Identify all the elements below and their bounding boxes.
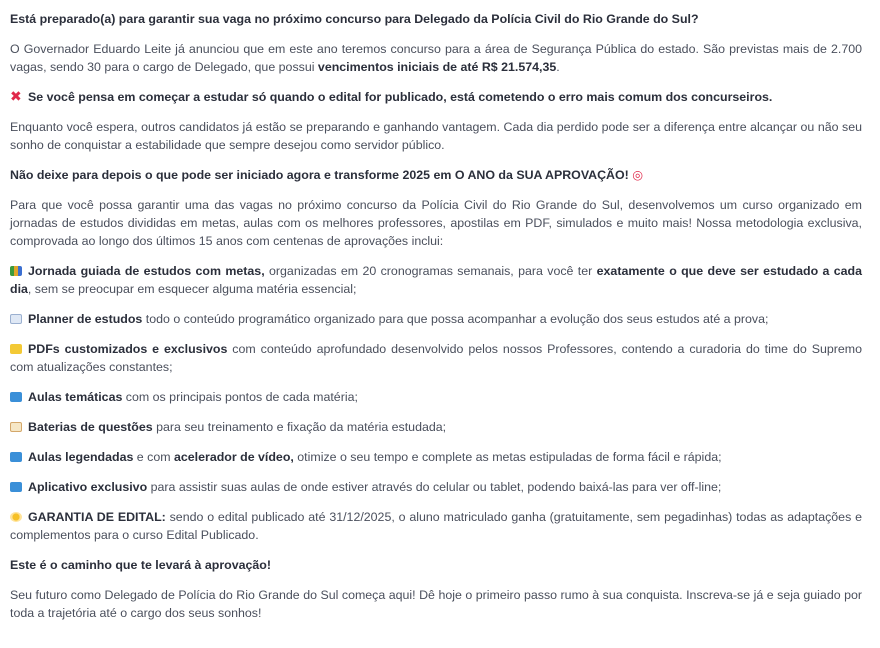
feature-aulas-bold: Aulas temáticas [28,390,123,404]
feature-legendadas [10,448,862,466]
paragraph-governador-end: . [556,60,560,74]
feature-jornada-bold-2: exatamente o que deve ser estudado a cada dia [10,264,863,296]
books-icon [10,266,22,276]
warning-line [10,88,862,106]
feature-aplicativo-bold: Aplicativo exclusivo [28,480,148,494]
paragraph-espera: Enquanto você espera, outros candidatos já estão se preparando e ganhando vantagem. Cada dia perdido pode ser a diferença entre alcançar ou não seu sonho de conquistar a estabilidade que sempre desejou como servidor público. [10,120,862,152]
computer-icon [10,392,22,402]
chart-increasing-icon [10,314,22,324]
sun-icon [10,512,22,522]
feature-planner-text: todo o conteúdo programático organizado para que possa acompanhar a evolução dos seus estudos até a prova; [142,312,769,326]
feature-garantia-text: sendo o edital publicado até 31/12/2025, o aluno matriculado ganha (gratuitamente, sem pegadinhas) todas as adaptações e complementos para o curso Edital Publicado. [10,510,862,542]
feature-jornada-text-1: organizadas em 20 cronogramas semanais, para você ter [264,264,597,278]
heading-caminho: Este é o caminho que te levará à aprovação! [10,558,271,572]
cross-mark-icon: ✖ [10,88,22,104]
feature-aplicativo [10,478,862,496]
feature-jornada-bold-1: Jornada guiada de estudos com metas, [28,264,265,278]
feature-jornada [10,262,862,298]
feature-planner [10,310,862,328]
paragraph-governador [10,40,862,76]
heading-preparado: Está preparado(a) para garantir sua vaga no próximo concurso para Delegado da Polícia Civil do Rio Grande do Sul? [10,12,699,26]
feature-legendadas-bold-2: acelerador de vídeo, [174,450,294,464]
feature-aulas-text: com os principais pontos de cada matéria; [122,390,358,404]
feature-pdfs-text: com conteúdo aprofundado desenvolvido pelos nossos Professores, contendo a curadoria do time do Supremo com atualizações constantes; [10,342,863,374]
feature-planner-bold: Planner de estudos [28,312,143,326]
feature-jornada-text-2: , sem se preocupar em esquecer alguma matéria essencial; [27,282,357,296]
feature-legendadas-text-2: otimize o seu tempo e complete as metas estipuladas de forma fácil e rápida; [293,450,722,464]
feature-pdfs-bold: PDFs customizados e exclusivos [28,342,228,356]
feature-aulas [10,388,862,406]
salary-highlight: vencimentos iniciais de até R$ 21.574,35 [317,60,557,74]
paragraph-futuro: Seu futuro como Delegado de Polícia do Rio Grande do Sul começa aqui! Dê hoje o primeiro passo rumo à sua conquista. Inscreva-se já e seja guiado por toda a trajetória até o cargo dos seus sonhos! [10,588,862,620]
memo-icon [10,422,22,432]
feature-aplicativo-text: para assistir suas aulas de onde estiver através do celular ou tablet, podendo baixá-las para ver off-line; [147,480,722,494]
feature-garantia [10,508,862,544]
notepad-icon [10,344,22,354]
feature-legendadas-bold-1: Aulas legendadas [28,450,134,464]
feature-garantia-bold: GARANTIA DE EDITAL: [28,510,166,524]
feature-baterias-bold: Baterias de questões [28,420,153,434]
feature-pdfs [10,340,862,376]
heading-nao-deixe-text: Não deixe para depois o que pode ser iniciado agora e transforme 2025 em O ANO da SUA APROVAÇÃO! [10,168,629,182]
feature-legendadas-text-1: e com [133,450,174,464]
computer-icon [10,482,22,492]
paragraph-curso: Para que você possa garantir uma das vagas no próximo concurso da Polícia Civil do Rio Grande do Sul, desenvolvemos um curso organizado em jornadas de estudos divididas em metas, aulas com os melhores professores, apostilas em PDF, simulados e muito mais! Nossa metodologia exclusiva, comprovada ao longo dos últimos 15 anos com centenas de aprovações inclui: [10,198,862,248]
heading-nao-deixe [10,166,862,184]
feature-baterias-text: para seu treinamento e fixação da matéria estudada; [152,420,447,434]
paragraph-governador-text: O Governador Eduardo Leite já anunciou que em este ano teremos concurso para a área de Segurança Pública do estado. São previstas mais de 2.700 vagas, sendo 30 para o cargo de Delegado, que possui [10,42,862,74]
warning-text: Se você pensa em começar a estudar só quando o edital for publicado, está cometendo o erro mais comum dos concurseiros. [28,90,773,104]
target-icon: ◎ [632,168,644,182]
computer-icon [10,452,22,462]
feature-baterias [10,418,862,436]
